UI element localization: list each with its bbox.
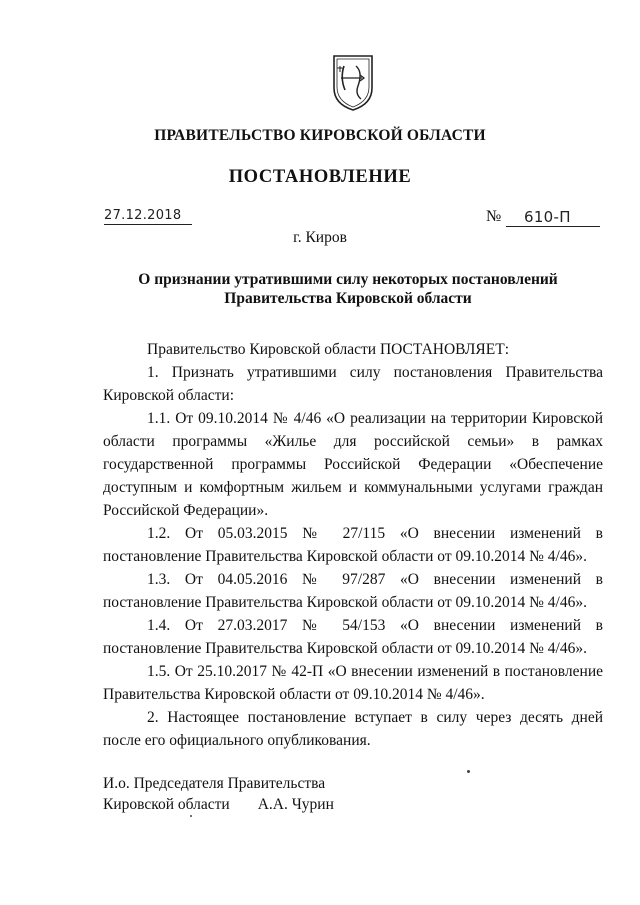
- signatory-position-line-2: [103, 794, 403, 815]
- document-body: [103, 338, 603, 752]
- government-title: ПРАВИТЕЛЬСТВО КИРОВСКОЙ ОБЛАСТИ: [154, 127, 486, 144]
- clause-1-2: 1.2. От 05.03.2015 № 27/115 «О внесении изменений в постановление Правительства Кировской области от 09.10.2014 № 4/46».: [103, 525, 603, 565]
- document-type: ПОСТАНОВЛЕНИЕ: [228, 167, 412, 187]
- clause-1: 1. Признать утратившими силу постановления Правительства Кировской области:: [103, 364, 603, 404]
- heading-line-2: Правительства Кировской области: [224, 290, 472, 307]
- document-number: [486, 208, 602, 228]
- signatory-name: А.А. Чурин: [257, 796, 334, 813]
- document-heading: [120, 270, 576, 308]
- signature-block: [103, 773, 403, 815]
- heading-line-1: О признании утратившими силу некоторых постановлений: [138, 271, 558, 288]
- document-date: 27.12.2018: [104, 208, 192, 225]
- clause-1-3: 1.3. От 04.05.2016 № 97/287 «О внесении изменений в постановление Правительства Кировской области от 09.10.2014 № 4/46».: [103, 571, 603, 611]
- signatory-position-2: Кировской области: [103, 796, 230, 813]
- clause-1-5: 1.5. От 25.10.2017 № 42-П «О внесении изменений в постановление Правительства Кировской области от 09.10.2014 № 4/46».: [103, 663, 603, 703]
- coat-of-arms-icon: [330, 52, 376, 112]
- scan-speck: [190, 815, 192, 817]
- number-sign: №: [486, 208, 502, 225]
- city: г. Киров: [293, 229, 347, 246]
- clause-2: 2. Настоящее постановление вступает в силу через десять дней после его официального опубликования.: [103, 709, 603, 749]
- number-value: 610-П: [506, 208, 600, 227]
- scan-speck: [467, 770, 470, 773]
- clause-1-1: 1.1. От 09.10.2014 № 4/46 «О реализации на территории Кировской области программы «Жилье для российской семьи» в рамках государственной программы Российской Федерации «Обеспечение доступным и комфортным жильем и коммунальными услугами граждан Российской Федерации».: [103, 410, 603, 519]
- signatory-position-1: И.о. Председателя Правительства: [103, 775, 326, 792]
- clause-1-4: 1.4. От 27.03.2017 № 54/153 «О внесении изменений в постановление Правительства Кировской области от 09.10.2014 № 4/46».: [103, 617, 603, 657]
- preamble: Правительство Кировской области ПОСТАНОВЛЯЕТ:: [147, 341, 510, 358]
